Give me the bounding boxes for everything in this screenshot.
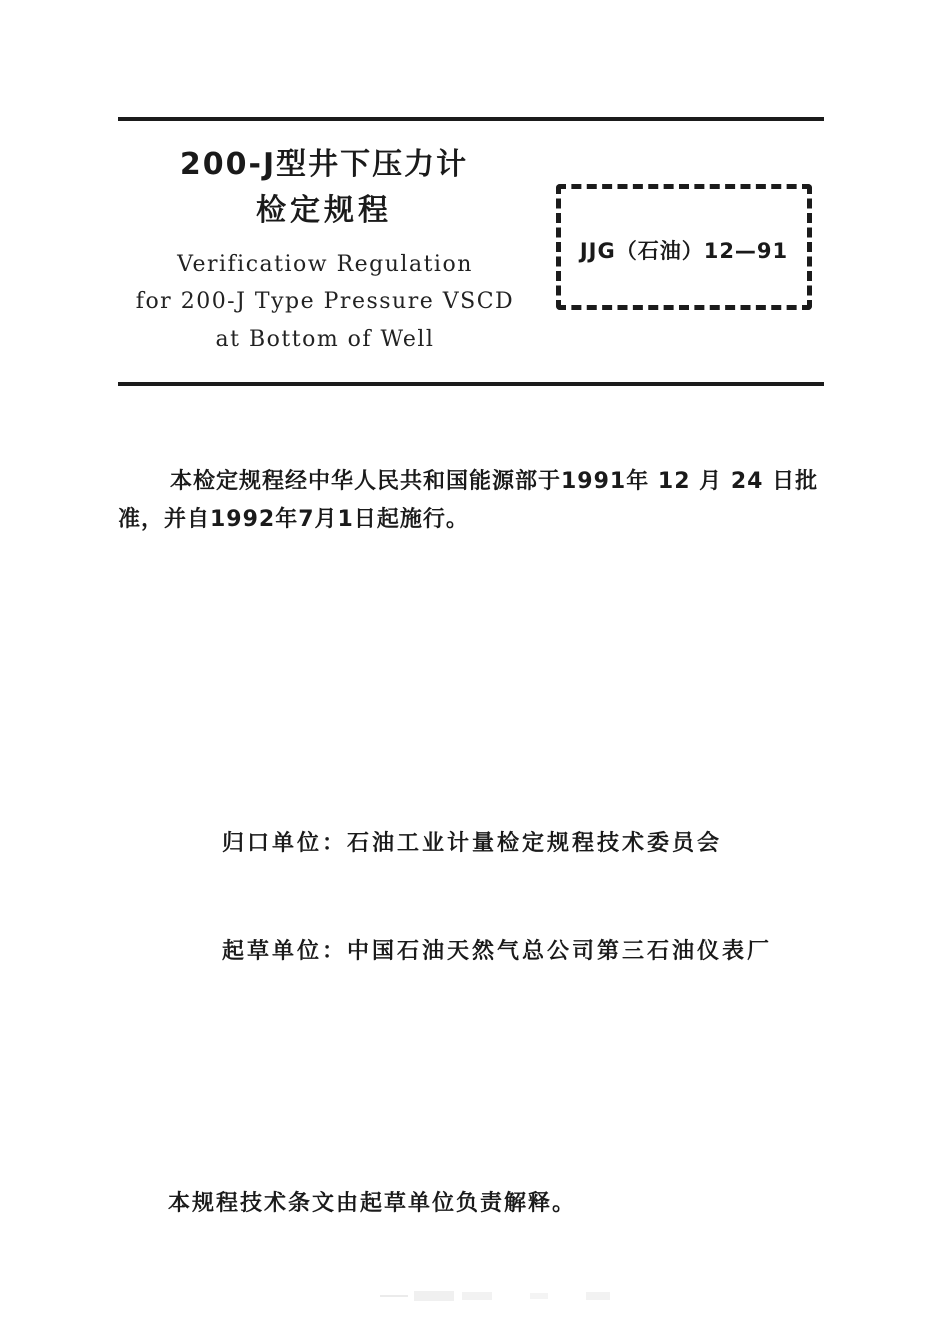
title-chinese-line-1: 200-J型井下压力计 bbox=[179, 147, 469, 182]
title-chinese-line-2: 检定规程 bbox=[256, 193, 392, 228]
standard-code-box bbox=[556, 184, 812, 310]
faint-footer-mark bbox=[380, 1288, 630, 1304]
drafting-unit: 起草单位：中国石油天然气总公司第三石油仪表厂 bbox=[222, 939, 773, 964]
title-english-line-2: for 200-J Type Pressure VSCD bbox=[135, 289, 515, 314]
approval-paragraph: 本检定规程经中华人民共和国能源部于1991年 12 月 24 日批准，并自1992年7月1日起施行。 bbox=[118, 469, 819, 532]
title-english-line-1: Verificatiow Regulation bbox=[177, 252, 473, 277]
responsible-unit: 归口单位：石油工业计量检定规程技术委员会 bbox=[222, 831, 723, 856]
interpretation-note: 本规程技术条文由起草单位负责解释。 bbox=[168, 1191, 577, 1216]
top-rule bbox=[118, 117, 824, 121]
title-english-line-3: at Bottom of Well bbox=[215, 327, 435, 352]
standard-code: JJG（石油）12—91 bbox=[579, 239, 789, 263]
bottom-rule bbox=[118, 382, 824, 386]
